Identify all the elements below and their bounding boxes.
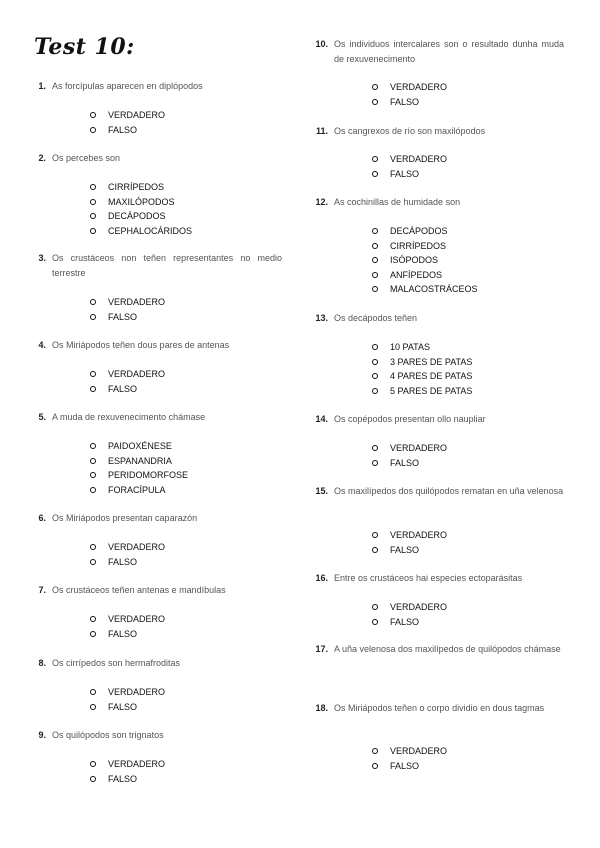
question-number: 7.	[38, 585, 46, 595]
answer-options	[372, 152, 447, 181]
answer-option-label: VERDADERO	[108, 297, 166, 307]
radio-circle-icon[interactable]	[90, 704, 96, 710]
radio-circle-icon[interactable]	[372, 388, 378, 394]
answer-options	[90, 439, 188, 497]
question-number: 15.	[315, 486, 328, 496]
question-text: Os percebes son	[52, 153, 121, 163]
answer-option-label: FALSO	[390, 168, 420, 179]
question-number: 9.	[38, 730, 46, 740]
question-number: 1.	[38, 81, 46, 91]
question-text: Os cangrexos de río son maxilópodos	[334, 126, 486, 136]
answer-option[interactable]	[90, 439, 188, 454]
answer-option[interactable]	[90, 108, 165, 123]
question-number: 3.	[38, 253, 46, 263]
question-number: 12.	[315, 197, 328, 207]
answer-option-label: ANFÍPEDOS	[390, 269, 443, 280]
radio-circle-icon[interactable]	[90, 184, 96, 190]
answer-options	[90, 367, 165, 396]
answer-option-label: FALSO	[108, 124, 138, 135]
answer-options	[372, 528, 447, 557]
answer-option-label: FORACÍPULA	[108, 484, 166, 495]
answer-option-label: DECÁPODOS	[108, 211, 166, 222]
question-text: Os crustáceos teñen antenas e mandíbulas	[52, 585, 226, 595]
answer-option[interactable]	[372, 615, 447, 630]
answer-option[interactable]	[90, 310, 165, 325]
answer-option-label: 3 PARES DE PATAS	[390, 356, 473, 367]
answer-option[interactable]	[372, 441, 447, 456]
radio-circle-icon[interactable]	[372, 460, 378, 466]
answer-option-label: CEPHALOCÁRIDOS	[108, 225, 193, 236]
question-text: Os copépodos presentan ollo naupliar	[334, 414, 486, 424]
answer-option-label: FALSO	[108, 556, 138, 567]
question-item	[308, 412, 564, 427]
question-item	[26, 583, 282, 598]
answer-option[interactable]	[90, 700, 165, 715]
answer-option-label: FALSO	[108, 383, 138, 394]
answer-option-label: FALSO	[390, 760, 420, 771]
radio-circle-icon[interactable]	[372, 156, 378, 162]
question-number: 16.	[315, 573, 328, 583]
question-item	[26, 338, 282, 353]
question-item	[26, 79, 282, 94]
answer-option-label: FALSO	[108, 701, 138, 712]
question-number: 8.	[38, 658, 46, 668]
question-number: 17.	[315, 644, 328, 654]
radio-circle-icon[interactable]	[372, 619, 378, 625]
answer-option[interactable]	[90, 772, 165, 787]
radio-circle-icon[interactable]	[372, 445, 378, 451]
question-text: Os Miriápodos teñen o corpo dividio en dous tagmas	[334, 703, 545, 713]
answer-option-label: FALSO	[108, 773, 138, 784]
radio-circle-icon[interactable]	[372, 532, 378, 538]
radio-circle-icon[interactable]	[90, 299, 96, 305]
answer-option[interactable]	[372, 224, 478, 239]
answer-option[interactable]	[90, 295, 165, 310]
radio-circle-icon[interactable]	[90, 199, 96, 205]
answer-option[interactable]	[372, 152, 447, 167]
question-item	[308, 571, 564, 586]
answer-options	[90, 685, 165, 714]
question-number: 4.	[38, 340, 46, 350]
answer-options	[372, 80, 447, 109]
question-text: Os crustáceos non teñen representantes no medio terrestre	[52, 253, 282, 278]
answer-option[interactable]	[90, 382, 165, 397]
question-text: Os decápodos teñen	[334, 313, 418, 323]
answer-options	[372, 340, 472, 398]
radio-circle-icon[interactable]	[372, 344, 378, 350]
question-text: As forcípulas aparecen en diplópodos	[52, 81, 203, 91]
question-item	[26, 410, 282, 425]
answer-option-label: FALSO	[390, 616, 420, 627]
answer-option-label: MALACOSTRÁCEOS	[390, 284, 478, 295]
page-title: Test 10:	[34, 34, 135, 60]
question-text: A uña velenosa dos maxilípedos de quilópodos chámase	[334, 644, 561, 654]
radio-circle-icon[interactable]	[90, 776, 96, 782]
answer-option[interactable]	[372, 282, 478, 297]
answer-option-label: 10 PATAS	[390, 342, 431, 352]
answer-option[interactable]	[90, 685, 165, 700]
answer-option-label: FALSO	[390, 544, 420, 555]
answer-option[interactable]	[90, 180, 192, 195]
answer-option-label: 4 PARES DE PATAS	[390, 371, 473, 382]
answer-options	[90, 612, 165, 641]
question-item	[26, 728, 282, 743]
radio-circle-icon[interactable]	[372, 286, 378, 292]
question-number: 10.	[315, 39, 328, 49]
question-text: Os quilópodos son trignatos	[52, 730, 164, 740]
radio-circle-icon[interactable]	[372, 243, 378, 249]
question-text: Os cirrípedos son hermafroditas	[52, 658, 181, 668]
answer-options	[372, 600, 447, 629]
question-item	[308, 195, 564, 210]
answer-options	[90, 295, 165, 324]
answer-options	[90, 108, 165, 137]
question-item	[26, 656, 282, 671]
radio-circle-icon[interactable]	[372, 99, 378, 105]
answer-option-label: VERDADERO	[108, 614, 166, 624]
answer-option-label: VERDADERO	[108, 759, 166, 769]
answer-option-label: VERDADERO	[108, 542, 166, 552]
answer-options	[372, 744, 447, 773]
radio-circle-icon[interactable]	[372, 604, 378, 610]
radio-circle-icon[interactable]	[372, 272, 378, 278]
radio-circle-icon[interactable]	[90, 616, 96, 622]
answer-option[interactable]	[90, 540, 165, 555]
answer-options	[90, 540, 165, 569]
answer-options	[90, 180, 192, 238]
question-item	[308, 642, 564, 657]
answer-option[interactable]	[372, 384, 472, 399]
radio-circle-icon[interactable]	[90, 228, 96, 234]
question-text: Os maxilípedos dos quilópodos rematan en uña velenosa	[334, 486, 564, 496]
answer-options	[372, 224, 478, 297]
answer-option-label: 5 PARES DE PATAS	[390, 385, 473, 396]
question-item	[308, 701, 564, 716]
answer-options	[372, 441, 447, 470]
answer-option-label: VERDADERO	[390, 602, 448, 612]
answer-option[interactable]	[372, 340, 472, 355]
answer-option[interactable]	[90, 757, 165, 772]
question-text: Os Miriápodos teñen dous pares de antenas	[52, 340, 230, 350]
answer-option[interactable]	[90, 195, 192, 210]
answer-option-label: VERDADERO	[390, 82, 448, 92]
answer-option[interactable]	[372, 369, 472, 384]
answer-option-label: VERDADERO	[390, 530, 448, 540]
answer-option[interactable]	[372, 759, 447, 774]
answer-options	[90, 757, 165, 786]
radio-circle-icon[interactable]	[372, 763, 378, 769]
answer-option-label: VERDADERO	[108, 687, 166, 697]
answer-option[interactable]	[90, 224, 192, 239]
answer-option-label: VERDADERO	[390, 443, 448, 453]
radio-circle-icon[interactable]	[90, 213, 96, 219]
radio-circle-icon[interactable]	[90, 112, 96, 118]
answer-option-label: ESPANANDRIA	[108, 455, 172, 466]
radio-circle-icon[interactable]	[372, 84, 378, 90]
radio-circle-icon[interactable]	[372, 359, 378, 365]
answer-option-label: FALSO	[108, 628, 138, 639]
answer-option-label: CIRRÍPEDOS	[108, 182, 165, 192]
question-item	[26, 511, 282, 526]
radio-circle-icon[interactable]	[372, 748, 378, 754]
radio-circle-icon[interactable]	[90, 631, 96, 637]
question-number: 14.	[315, 414, 328, 424]
question-number: 2.	[38, 153, 46, 163]
answer-option[interactable]	[372, 268, 478, 283]
answer-option-label: FALSO	[390, 457, 420, 468]
radio-circle-icon[interactable]	[372, 257, 378, 263]
answer-option-label: CIRRÍPEDOS	[390, 240, 447, 251]
question-item	[26, 251, 282, 281]
question-item	[308, 484, 564, 499]
question-number: 13.	[315, 313, 328, 323]
answer-option-label: PERIDOMORFOSE	[108, 470, 189, 481]
answer-option[interactable]	[372, 167, 447, 182]
radio-circle-icon[interactable]	[90, 458, 96, 464]
radio-circle-icon[interactable]	[90, 314, 96, 320]
answer-option[interactable]	[90, 483, 188, 498]
radio-circle-icon[interactable]	[90, 689, 96, 695]
answer-option[interactable]	[372, 456, 447, 471]
answer-option-label: FALSO	[390, 96, 420, 107]
question-item	[308, 311, 564, 326]
radio-circle-icon[interactable]	[90, 472, 96, 478]
answer-option[interactable]	[372, 600, 447, 615]
answer-option[interactable]	[90, 612, 165, 627]
answer-option-label: FALSO	[108, 311, 138, 322]
radio-circle-icon[interactable]	[90, 544, 96, 550]
answer-option[interactable]	[372, 744, 447, 759]
answer-option[interactable]	[372, 543, 447, 558]
radio-circle-icon[interactable]	[90, 386, 96, 392]
answer-option[interactable]	[372, 355, 472, 370]
radio-circle-icon[interactable]	[90, 559, 96, 565]
radio-circle-icon[interactable]	[90, 371, 96, 377]
answer-option[interactable]	[90, 367, 165, 382]
answer-option[interactable]	[372, 528, 447, 543]
radio-circle-icon[interactable]	[90, 443, 96, 449]
answer-option-label: PAIDOXÉNESE	[108, 441, 172, 451]
question-number: 6.	[38, 513, 46, 523]
answer-option-label: VERDADERO	[108, 110, 166, 120]
answer-option-label: VERDADERO	[390, 154, 448, 164]
answer-option[interactable]	[90, 123, 165, 138]
answer-option-label: VERDADERO	[390, 746, 448, 756]
question-text: Entre os crustáceos hai especies ectoparásitas	[334, 573, 523, 583]
question-text: As cochinillas de humidade son	[334, 197, 461, 207]
answer-option[interactable]	[90, 454, 188, 469]
radio-circle-icon[interactable]	[90, 127, 96, 133]
question-item	[308, 37, 564, 67]
answer-option[interactable]	[372, 95, 447, 110]
answer-option-label: VERDADERO	[108, 369, 166, 379]
answer-option[interactable]	[372, 253, 478, 268]
question-text: Os individuos intercalares son o resultado dunha muda de rexuvenecimento	[334, 39, 564, 64]
question-text: Os Miriápodos presentan caparazón	[52, 513, 198, 523]
question-number: 11.	[315, 126, 328, 136]
radio-circle-icon[interactable]	[372, 373, 378, 379]
radio-circle-icon[interactable]	[372, 228, 378, 234]
answer-option[interactable]	[90, 627, 165, 642]
answer-option[interactable]	[90, 555, 165, 570]
answer-option[interactable]	[90, 468, 188, 483]
question-item	[26, 151, 282, 166]
answer-option[interactable]	[372, 80, 447, 95]
answer-option-label: DECÁPODOS	[390, 226, 448, 236]
radio-circle-icon[interactable]	[90, 761, 96, 767]
answer-option-label: MAXILÓPODOS	[108, 196, 175, 207]
answer-option[interactable]	[372, 239, 478, 254]
radio-circle-icon[interactable]	[372, 171, 378, 177]
answer-option[interactable]	[90, 209, 192, 224]
answer-option-label: ISÓPODOS	[390, 255, 439, 266]
radio-circle-icon[interactable]	[372, 547, 378, 553]
question-text: A muda de rexuvenecimento chámase	[52, 412, 206, 422]
question-number: 18.	[315, 703, 328, 713]
question-item	[308, 124, 564, 139]
radio-circle-icon[interactable]	[90, 487, 96, 493]
question-number: 5.	[38, 412, 46, 422]
